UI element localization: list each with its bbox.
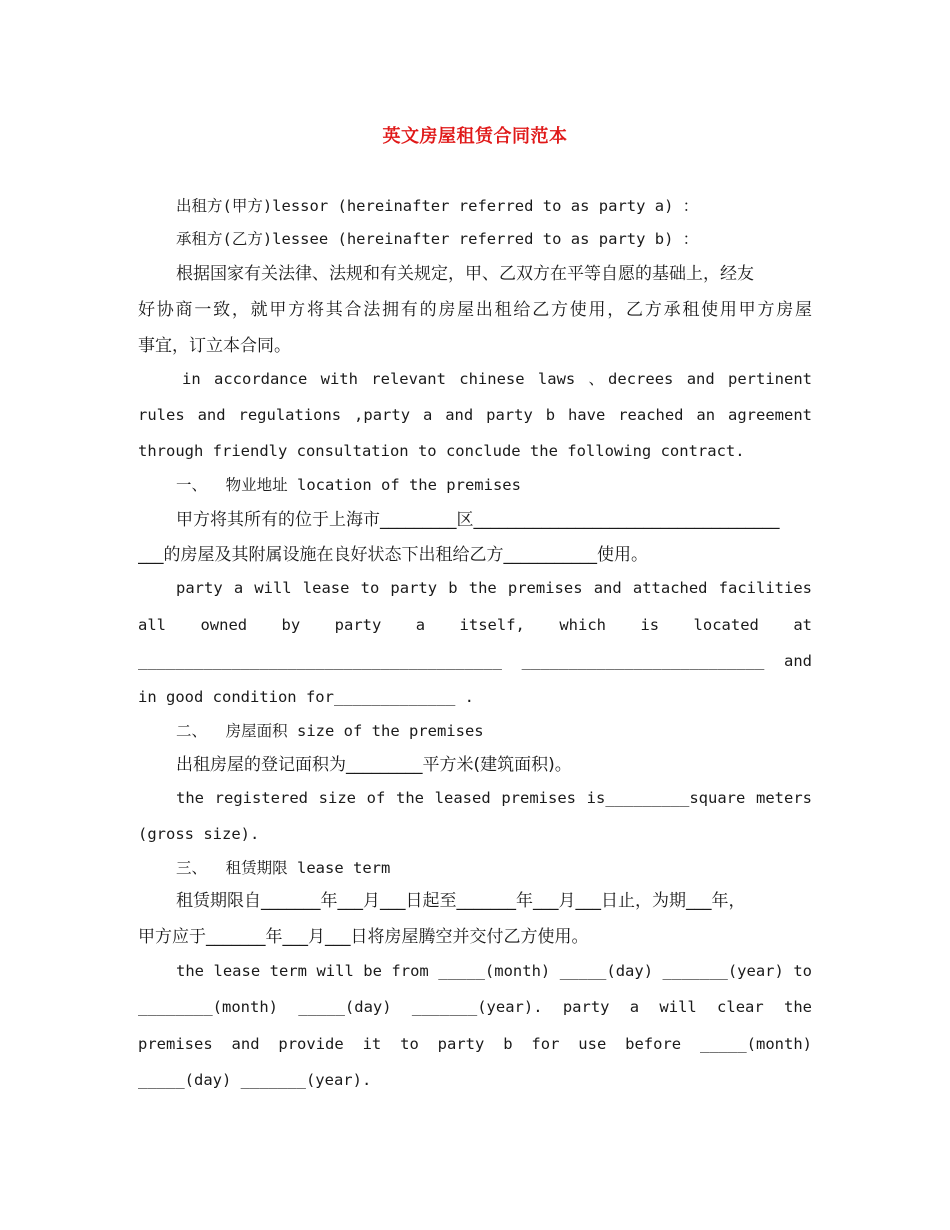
section-3-cn-line-1: 租赁期限自_______年___月___日起至_______年___月___日止，为期___年， <box>176 891 746 911</box>
section-1-heading: 一、 物业地址 location of the premises <box>176 476 521 494</box>
preamble-cn-line-3: 事宜，订立本合同。 <box>138 336 291 356</box>
preamble-cn-line-2: 好协商一致，就甲方将其合法拥有的房屋出租给乙方使用，乙方承租使用甲方房屋 <box>138 300 812 320</box>
section-1-en-line-1: party a will lease to party b the premises and attached facilities <box>176 579 812 597</box>
lessee-line: 承租方(乙方)lessee (hereinafter referred to as party b) ： <box>176 230 699 248</box>
section-1-en-line-3: _______________________________________ __________________________ and <box>138 652 812 670</box>
section-2-en-line-1: the registered size of the leased premises is_________square meters <box>176 789 812 807</box>
lessor-line: 出租方(甲方)lessor (hereinafter referred to as party a) ： <box>176 197 699 215</box>
section-1-cn-line-2: ___的房屋及其附属设施在良好状态下出租给乙方___________使用。 <box>138 545 648 565</box>
section-3-en-line-4: _____(day) _______(year). <box>138 1071 372 1089</box>
section-3-en-line-3: premises and provide it to party b for use before _____(month) <box>138 1035 812 1053</box>
preamble-en-line-3: through friendly consultation to conclude the following contract. <box>138 442 745 460</box>
section-1-cn-line-1: 甲方将其所有的位于上海市_________区____________________________________ <box>176 510 780 530</box>
section-1-en-line-4: in good condition for_____________ . <box>138 688 474 706</box>
section-3-en-line-1: the lease term will be from _____(month) _____(day) _______(year) to <box>176 962 812 980</box>
section-3-cn-line-2: 甲方应于_______年___月___日将房屋腾空并交付乙方使用。 <box>138 927 589 947</box>
section-2-heading: 二、 房屋面积 size of the premises <box>176 722 484 740</box>
section-2-en-line-2: (gross size). <box>138 825 260 843</box>
section-1-en-line-2: all owned by party a itself, which is located at <box>138 616 812 634</box>
section-2-cn-line: 出租房屋的登记面积为_________平方米(建筑面积)。 <box>176 755 572 775</box>
document-title: 英文房屋租赁合同范本 <box>382 126 568 147</box>
preamble-en-line-2: rules and regulations ,party a and party b have reached an agreement <box>138 406 812 424</box>
preamble-en-line-1: in accordance with relevant chinese laws 、decrees and pertinent <box>182 370 812 388</box>
preamble-cn-line-1: 根据国家有关法律、法规和有关规定，甲、乙双方在平等自愿的基础上，经友 <box>176 264 754 284</box>
section-3-en-line-2: ________(month) _____(day) _______(year). party a will clear the <box>138 998 812 1016</box>
section-3-heading: 三、 租赁期限 lease term <box>176 859 391 877</box>
